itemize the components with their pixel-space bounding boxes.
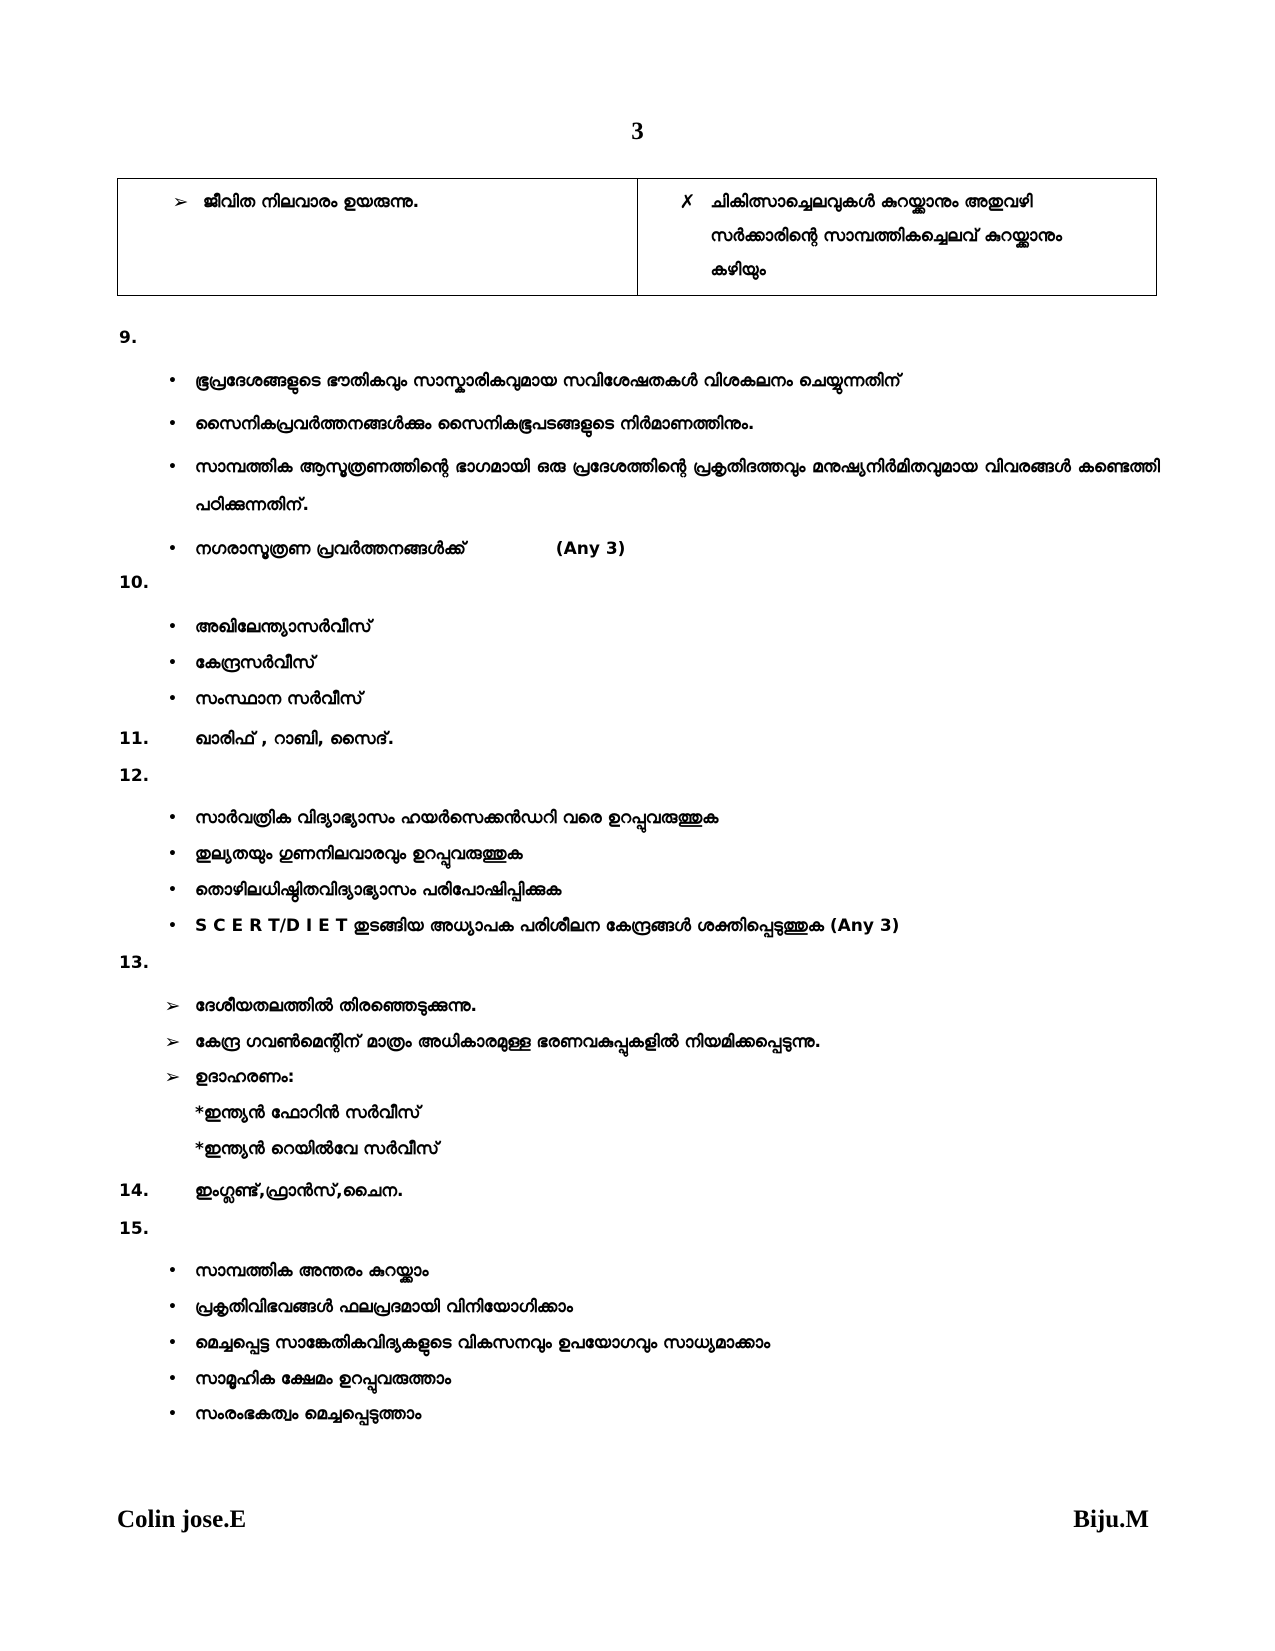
table-right-line: സർക്കാരിന്റെ സാമ്പത്തികച്ചെലവ് കുറയ്ക്കാനും bbox=[710, 226, 1062, 246]
example-line: *ഇന്ത്യൻ ഫോറിൻ സർവീസ് bbox=[195, 1103, 421, 1123]
example-line: *ഇന്ത്യൻ റെയിൽവേ സർവീസ് bbox=[195, 1139, 439, 1159]
bullet-icon: • bbox=[168, 541, 177, 557]
list-item-text: തൊഴിലധിഷ്ഠിതവിദ്യാഭ്യാസം പരിപോഷിപ്പിക്കുക bbox=[195, 880, 562, 900]
list-item-text: പ്രകൃതിവിഭവങ്ങൾ ഫലപ്രദമായി വിനിയോഗിക്കാം bbox=[195, 1297, 573, 1317]
bullet-icon: • bbox=[168, 416, 177, 432]
table-right-cell bbox=[637, 179, 1157, 296]
list-item-text: സാർവത്രിക വിദ്യാഭ്യാസം ഹയർസെക്കൻഡറി വരെ ഉറപ്പുവരുത്തുക bbox=[195, 808, 719, 828]
bullet-icon: • bbox=[168, 810, 177, 826]
question-number-14: 14. bbox=[119, 1181, 150, 1201]
list-item bbox=[150, 1331, 1160, 1355]
list-item bbox=[150, 651, 1160, 675]
question-number-11: 11. bbox=[119, 729, 150, 749]
list-item bbox=[150, 448, 1160, 524]
footer-author-left: Colin jose.E bbox=[117, 1506, 247, 1533]
table-left-cell bbox=[118, 179, 638, 296]
list-item-text: സാമ്പത്തിക അന്തരം കുറയ്ക്കാം bbox=[195, 1261, 429, 1281]
bullet-icon: • bbox=[168, 1335, 177, 1351]
list-item bbox=[150, 1065, 1160, 1089]
list-item-text: ഭൂപ്രദേശങ്ങളുടെ ഭൗതികവും സാസ്കാരികവുമായ സവിശേഷതകൾ വിശകലനം ചെയ്യുന്നതിന് bbox=[195, 371, 901, 391]
bullet-icon: • bbox=[168, 373, 177, 389]
list-item-text: സംരംഭകത്വം മെച്ചപ്പെടുത്താം bbox=[195, 1404, 422, 1424]
bullet-icon: • bbox=[168, 846, 177, 862]
bullet-icon: • bbox=[168, 1406, 177, 1422]
list-item bbox=[150, 1295, 1160, 1319]
list-item-text: സാമൂഹിക ക്ഷേമം ഉറപ്പുവരുത്താം bbox=[195, 1369, 452, 1389]
question-number-13: 13. bbox=[119, 953, 150, 973]
list-item bbox=[150, 994, 1160, 1018]
bullet-icon: • bbox=[168, 1299, 177, 1315]
list-item bbox=[150, 1030, 1160, 1054]
cross-mark-icon: ✗ bbox=[679, 191, 696, 213]
list-item-text: സൈനികപ്രവർത്തനങ്ങൾക്കും സൈനികഭൂപടങ്ങളുടെ നിർമാണത്തിനും. bbox=[195, 414, 755, 434]
list-item bbox=[150, 412, 1160, 436]
bullet-icon: • bbox=[168, 882, 177, 898]
list-item bbox=[150, 1402, 1160, 1426]
list-item-text: ഉദാഹരണം: bbox=[195, 1067, 295, 1087]
list-item bbox=[150, 842, 1160, 866]
bullet-icon: • bbox=[168, 1371, 177, 1387]
list-item bbox=[150, 1367, 1160, 1391]
list-item-text: S C E R T/D I E T തുടങ്ങിയ അധ്യാപക പരിശീലന കേന്ദ്രങ്ങൾ ശക്തിപ്പെടുത്തുക (Any 3) bbox=[195, 916, 900, 936]
list-item bbox=[150, 914, 1160, 938]
list-item-text: കേന്ദ്രസർവീസ് bbox=[195, 653, 316, 673]
arrow-bullet-icon: ➢ bbox=[164, 995, 181, 1017]
list-item-text: സംസ്ഥാന സർവീസ് bbox=[195, 689, 363, 709]
footer-author-right: Biju.M bbox=[1073, 1506, 1149, 1533]
list-item bbox=[150, 878, 1160, 902]
bullet-icon: • bbox=[168, 459, 177, 475]
bullet-icon: • bbox=[168, 655, 177, 671]
list-item bbox=[150, 806, 1160, 830]
any-3-note: (Any 3) bbox=[555, 539, 626, 559]
list-item bbox=[150, 687, 1160, 711]
list-item-text: സാമ്പത്തിക ആസൂത്രണത്തിന്റെ ഭാഗമായി ഒരു പ്രദേശത്തിന്റെ പ്രകൃതിദത്തവും മനുഷ്യനിർമിതവുമായ വിവരങ്ങൾ കണ്ടെത്തി പഠിക്കുന്നതിന്. bbox=[195, 457, 1160, 515]
list-item-text: കേന്ദ്ര ഗവൺമെന്റിന് മാത്രം അധികാരമുള്ള ഭരണവകുപ്പുകളിൽ നിയമിക്കപ്പെടുന്നു. bbox=[195, 1032, 821, 1052]
list-item-text: നഗരാസൂത്രണ പ്രവർത്തനങ്ങൾക്ക് bbox=[195, 539, 466, 559]
bullet-icon: • bbox=[168, 1263, 177, 1279]
answer-text-11: ഖാരിഫ് , റാബി, സൈദ്. bbox=[195, 729, 395, 749]
bullet-icon: • bbox=[168, 691, 177, 707]
question-number-12: 12. bbox=[119, 766, 150, 786]
list-item bbox=[150, 537, 1160, 561]
arrow-bullet-icon: ➢ bbox=[164, 1066, 181, 1088]
page-number: 3 bbox=[631, 118, 644, 145]
question-number-15: 15. bbox=[119, 1219, 150, 1239]
table-right-line: കഴിയും bbox=[710, 260, 766, 280]
question-number-10: 10. bbox=[119, 573, 150, 593]
list-item bbox=[150, 615, 1160, 639]
arrow-bullet-icon: ➢ bbox=[164, 1031, 181, 1053]
bullet-icon: • bbox=[168, 918, 177, 934]
table-right-line: ചികിത്സാച്ചെലവുകൾ കുറയ്ക്കാനും അതുവഴി bbox=[710, 192, 1033, 212]
answer-text-14: ഇംഗ്ലണ്ട്,ഫ്രാൻസ്,ചൈന. bbox=[195, 1181, 404, 1201]
list-item bbox=[150, 1259, 1160, 1283]
list-item-text: അഖിലേന്ത്യാസർവീസ് bbox=[195, 617, 372, 637]
list-item-text: മെച്ചപ്പെട്ട സാങ്കേതികവിദ്യകളുടെ വികസനവും ഉപയോഗവും സാധ്യമാക്കാം bbox=[195, 1333, 771, 1353]
table-left-text: ജീവിത നിലവാരം ഉയരുന്നു. bbox=[203, 192, 420, 212]
bullet-icon: • bbox=[168, 619, 177, 635]
question-number-9: 9. bbox=[119, 328, 138, 348]
arrow-bullet-icon: ➢ bbox=[172, 191, 189, 213]
list-item bbox=[150, 369, 1160, 393]
list-item-text: ദേശീയതലത്തിൽ തിരഞ്ഞെടുക്കുന്നു. bbox=[195, 996, 477, 1016]
list-item-text: തുല്യതയും ഗുണനിലവാരവും ഉറപ്പുവരുത്തുക bbox=[195, 844, 523, 864]
answer-table bbox=[117, 178, 1157, 296]
